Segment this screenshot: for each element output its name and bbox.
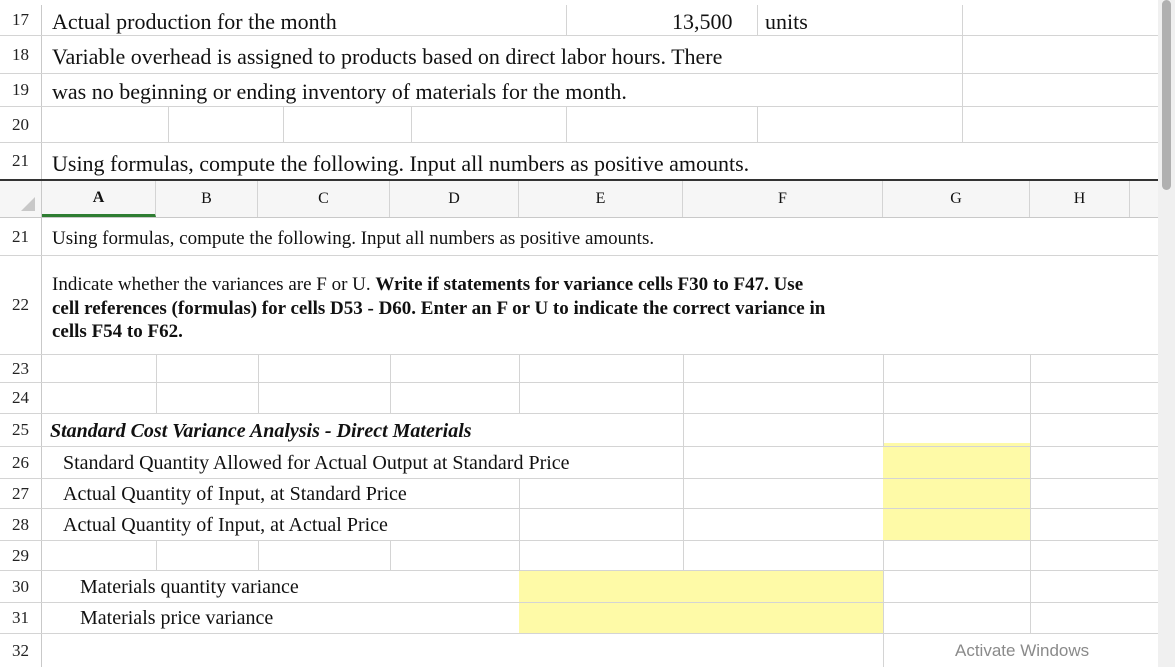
sheet-row-18 bbox=[0, 36, 1158, 74]
column-header-d[interactable]: D bbox=[390, 181, 519, 217]
sheet-row-26 bbox=[0, 447, 1158, 479]
row-number[interactable]: 22 bbox=[0, 256, 42, 354]
row-number[interactable]: 20 bbox=[0, 107, 42, 142]
sheet-row-22 bbox=[0, 256, 1158, 355]
sheet-row-24 bbox=[0, 383, 1158, 414]
instructions-normal: Indicate whether the variances are F or U. bbox=[52, 274, 376, 295]
column-header-f[interactable]: F bbox=[683, 181, 883, 217]
row-number[interactable]: 24 bbox=[0, 383, 42, 413]
cell-text[interactable]: Using formulas, compute the following. Input all numbers as positive amounts. bbox=[52, 228, 655, 249]
sheet-row-19 bbox=[0, 74, 1158, 107]
vertical-scrollbar[interactable] bbox=[1158, 0, 1175, 667]
select-all-corner[interactable] bbox=[0, 181, 42, 217]
sheet-row-31 bbox=[0, 603, 1158, 634]
scrollbar-thumb[interactable] bbox=[1162, 0, 1171, 190]
row-number[interactable]: 27 bbox=[0, 479, 42, 508]
row-number[interactable]: 31 bbox=[0, 603, 42, 633]
row-number[interactable]: 28 bbox=[0, 509, 42, 540]
cell-text[interactable]: Materials quantity variance bbox=[80, 576, 299, 598]
production-value[interactable]: 13,500 bbox=[672, 9, 733, 34]
instructions-bold-2: cell references (formulas) for cells D53 - D60. Enter an F or U to indicate the correct variance in bbox=[52, 297, 826, 319]
sheet-row-20 bbox=[0, 107, 1158, 143]
instructions-bold-1: Write if statements for variance cells F30 to F47. Use bbox=[375, 274, 804, 295]
instructions-text[interactable] bbox=[52, 273, 825, 344]
row-number[interactable]: 29 bbox=[0, 541, 42, 570]
sheet-row-21-top bbox=[0, 143, 1158, 181]
sheet-row-17 bbox=[0, 5, 1158, 36]
column-header-b[interactable]: B bbox=[156, 181, 258, 217]
sheet-row-30 bbox=[0, 571, 1158, 603]
column-header-e[interactable]: E bbox=[519, 181, 683, 217]
cell-text[interactable]: Variable overhead is assigned to products based on direct labor hours. There bbox=[52, 44, 723, 69]
column-header-bar bbox=[0, 181, 1158, 218]
unit-label[interactable]: units bbox=[765, 9, 808, 34]
sheet-row-28 bbox=[0, 509, 1158, 541]
row-number[interactable]: 26 bbox=[0, 447, 42, 478]
row-number[interactable]: 23 bbox=[0, 355, 42, 382]
row-number[interactable]: 19 bbox=[0, 74, 42, 106]
instructions-bold-3: cells F54 to F62. bbox=[52, 321, 183, 342]
row-number[interactable]: 21 bbox=[0, 143, 42, 179]
row-number[interactable]: 30 bbox=[0, 571, 42, 602]
row-number[interactable]: 32 bbox=[0, 634, 42, 667]
cell-text[interactable]: Standard Quantity Allowed for Actual Output at Standard Price bbox=[63, 452, 570, 474]
sheet-row-21 bbox=[0, 218, 1158, 256]
cell-text[interactable]: was no beginning or ending inventory of materials for the month. bbox=[52, 79, 627, 104]
select-all-icon bbox=[21, 197, 35, 211]
column-header-g[interactable]: G bbox=[883, 181, 1030, 217]
sheet-row-29 bbox=[0, 541, 1158, 571]
sheet-row-23 bbox=[0, 355, 1158, 383]
cell-text[interactable]: Actual Quantity of Input, at Standard Price bbox=[63, 483, 407, 505]
row-number[interactable]: 18 bbox=[0, 36, 42, 73]
sheet-row-27 bbox=[0, 479, 1158, 509]
cell-text[interactable]: Materials price variance bbox=[80, 607, 274, 629]
row-number[interactable]: 25 bbox=[0, 414, 42, 446]
row-number[interactable]: 17 bbox=[0, 5, 42, 35]
column-header-a[interactable]: A bbox=[42, 181, 156, 217]
column-header-c[interactable]: C bbox=[258, 181, 390, 217]
section-title[interactable]: Standard Cost Variance Analysis - Direct Materials bbox=[50, 420, 472, 442]
column-header-h[interactable]: H bbox=[1030, 181, 1130, 217]
cell-text[interactable]: Actual production for the month bbox=[52, 9, 337, 34]
row-number[interactable]: 21 bbox=[0, 218, 42, 255]
activate-windows-watermark: Activate Windows bbox=[955, 641, 1090, 660]
cell-text[interactable]: Using formulas, compute the following. Input all numbers as positive amounts. bbox=[52, 151, 750, 176]
cell-text[interactable]: Actual Quantity of Input, at Actual Price bbox=[63, 514, 388, 536]
sheet-row-25 bbox=[0, 414, 1158, 447]
